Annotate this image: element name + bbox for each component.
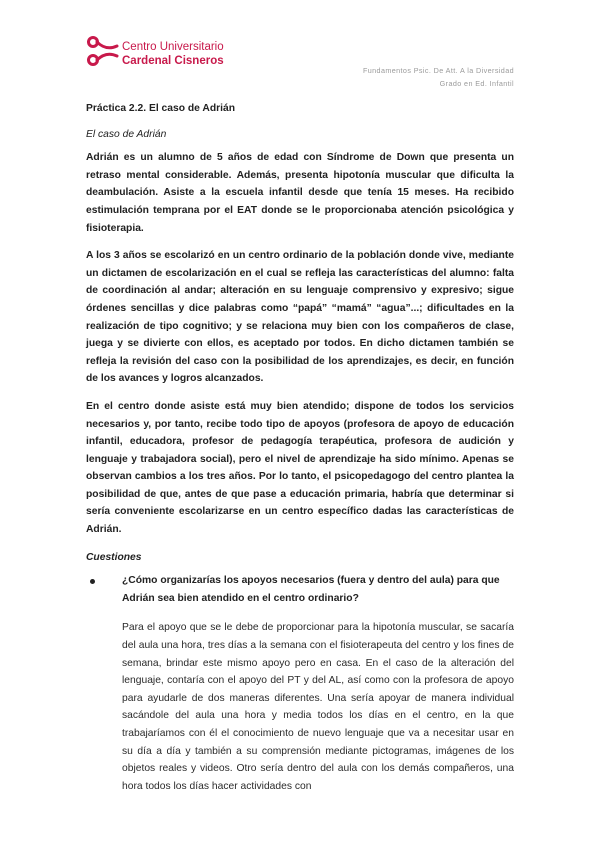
document-title: Práctica 2.2. El caso de Adrián xyxy=(86,103,235,114)
bullet-icon xyxy=(90,579,95,584)
logo-name-line2: Cardenal Cisneros xyxy=(122,55,224,67)
paragraph: A los 3 años se escolarizó en un centro ordinario de la población donde vive, mediante un dictamen de escolarización en el cual se refleja las características del alumno: falta de coordinación al andar; alteración en su lenguaje comprensivo y expresivo; sigue órdenes sencillas y dice palabras como “papá” “mamá” “agua”...; dificultades en la realización de tipo cognitivo; y se relaciona muy bien con los compañeros de clase, juega y se divierte con ellos, es aceptado por todos. En dicho dictamen también se refleja la revisión del caso con la posibilidad de los aprendizajes, es decir, en función de los avances y logros alcanzados. xyxy=(86,250,514,385)
course-header xyxy=(363,64,514,90)
document-body xyxy=(86,100,514,806)
paragraph: Adrián es un alumno de 5 años de edad con Síndrome de Down que presenta un retraso mental considerable. Además, presenta hipotonía muscular que dificulta la deambulación. Asiste a la escuela infantil desde que tenía 15 meses. Ha recibido estimulación temprana por el EAT donde se le proporcionaba atención psicológica y fisioterapia. xyxy=(86,152,514,234)
cuestiones-heading: Cuestiones xyxy=(86,551,142,563)
answer-text: Para el apoyo que se le debe de proporcionar para la hipotonía muscular, se sacaría del aula una hora, tres días a la semana con el fisioterapeuta del centro y los fines de semana, brindar este mismo apoyo pero en casa. En el caso de la alteración del lenguaje, contaría con el apoyo del PT y del AL, así como con la profesora de apoyo para ayudarle de dos maneras diferentes. Una sería apoyar de manera individual sacándole del aula una hora y media todos los días en el centro, en la que trabajaríamos con él el conocimiento de nuevo lenguaje que va a necesitar usar en su día a día y también a su comprensión mediante pictogramas, imágenes de los objetos reales y videos. Otro sería dentro del aula con los demás compañeros, una hora todos los días hacer actividades con xyxy=(122,622,514,792)
university-logo xyxy=(86,36,246,72)
question-item xyxy=(86,572,514,607)
logo-name-line1: Centro Universitario xyxy=(122,41,224,53)
degree-name: Grado en Ed. Infantil xyxy=(439,79,514,88)
logo-icon xyxy=(86,36,120,70)
question-text: ¿Cómo organizarías los apoyos necesarios (fuera y dentro del aula) para que Adrián sea bien atendido en el centro ordinario? xyxy=(122,575,500,604)
section-subtitle: El caso de Adrián xyxy=(86,128,167,140)
course-name: Fundamentos Psic. De Att. A la Diversidad xyxy=(362,66,514,75)
paragraph: En el centro donde asiste está muy bien atendido; dispone de todos los servicios necesarios y, por tanto, recibe todo tipo de apoyos (profesora de apoyo de educación infantil, educadora, profesor de pedagogía terapéutica, profesora de audición y lenguaje y trabajadora social), pero el nivel de aprendizaje ha sido mínimo. Apenas se observan cambios a los tres años. Por lo tanto, el psicopedagogo del centro plantea la posibilidad de que, antes de que pase a educación primaria, habría que determinar si sería conveniente escolarizarse en un centro específico dadas las características de Adrián. xyxy=(86,400,514,536)
